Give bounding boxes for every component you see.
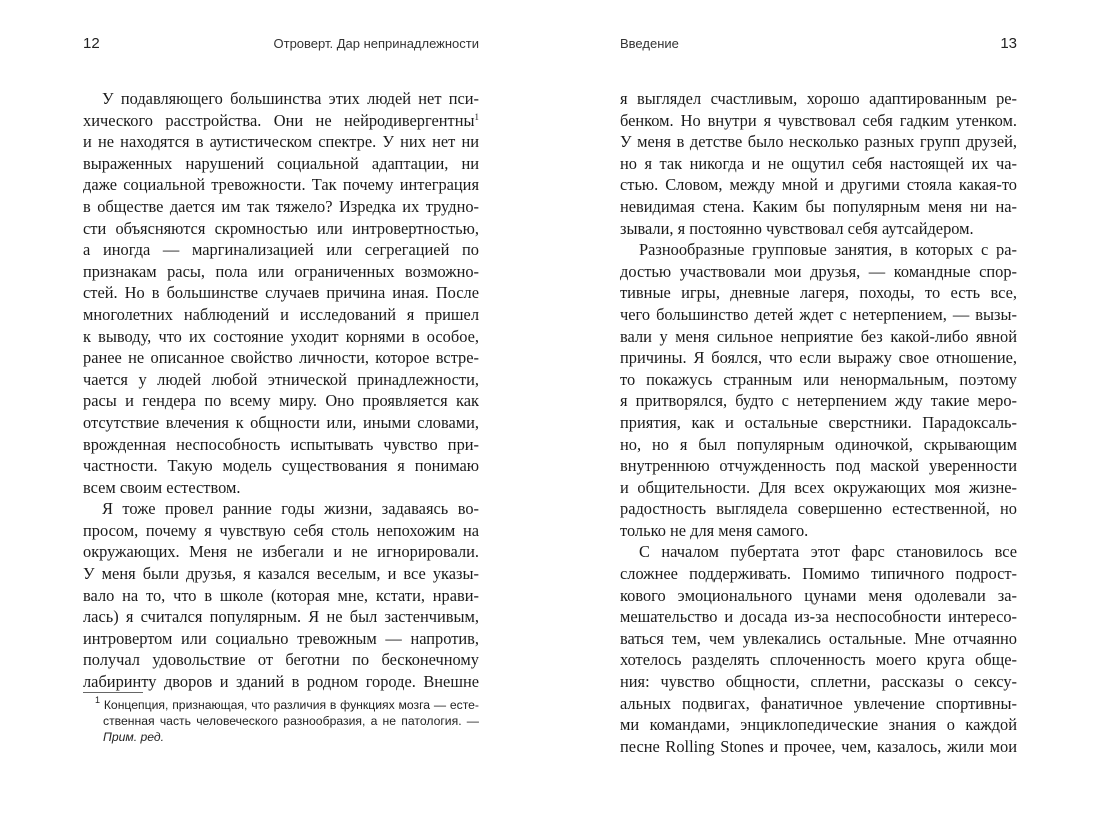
- text-line: чего большинство детей ждет с нетерпением, — вызы-: [620, 304, 1017, 324]
- text-line: а иногда — маргинализацией или сегрегацией по: [83, 240, 479, 260]
- text-line: зывали, я постоянно чувствовал себя аутсайдером.: [620, 218, 974, 238]
- text-line: просом, почему я чувствую себя столь непохожим на: [83, 520, 479, 540]
- text-line: то покажусь странным или ненормальным, поэтому: [620, 369, 1017, 389]
- text-line: я выглядел счастливым, хорошо адаптированным ре-: [620, 89, 1017, 108]
- page-number: 13: [1000, 35, 1017, 52]
- text-line: достью участвовали мои друзья, — командные спор-: [620, 261, 1017, 281]
- text-line: тивные игры, дневные лагеря, походы, то есть все,: [620, 283, 1017, 303]
- text-line: У меня в детстве было несколько разных групп друзей,: [620, 132, 1017, 152]
- text-line: в обществе дается им так тяжело? Изредка их трудно-: [83, 196, 479, 216]
- text-line: чается у людей любой этнической принадлежности,: [83, 369, 479, 389]
- text-line: бенком. Но внутри я чувствовал себя гадким утенком.: [620, 110, 1017, 130]
- text-line: С началом пубертата этот фарс становилось все: [639, 542, 1017, 562]
- text-line: Я тоже провел ранние годы жизни, задаваясь во-: [102, 499, 479, 519]
- text-line: всем своим естеством.: [83, 477, 241, 497]
- footnote-line: $^1$ Концепция, признающая, что различия в функциях мозга — есте-: [95, 695, 479, 712]
- text-line: но я так никогда и не ощутил себя настоящей их ча-: [620, 153, 1017, 173]
- text-line: ваться тем, чем увлекались остальные. Мне отчаянно: [620, 628, 1017, 648]
- text-line: окружающих. Меня не избегали и не игнорировали.: [83, 542, 479, 562]
- text-line: частности. Такую модель существования я понимаю: [83, 456, 479, 476]
- body-text: [620, 88, 1017, 757]
- text-line: врожденная неспособность испытывать чувство при-: [83, 434, 479, 454]
- text-line: невидимая стена. Каким бы популярным меня ни на-: [620, 196, 1017, 216]
- text-line: мешательство и досада из-за неспособности интересо-: [620, 607, 1017, 627]
- footnote-divider: [83, 692, 143, 693]
- text-line: радостность выглядела совершенно естественной, но: [620, 499, 1017, 519]
- footnote-ref: 1: [474, 111, 479, 122]
- text-line: расы и гендера по всему миру. Оно проявляется как: [83, 391, 479, 411]
- text-line: вали у меня сильное неприятие без какой-либо явной: [620, 326, 1017, 346]
- text-line: признакам расы, пола или ограниченных возможно-: [83, 261, 479, 281]
- text-line: лабиринту дворов и зданий в родном городе. Внешне: [83, 672, 479, 692]
- running-header: Отроверт. Дар непринадлежности: [273, 36, 479, 51]
- right-page: [550, 0, 1100, 825]
- text-line: получал удовольствие от беготни по бесконечному: [83, 650, 479, 670]
- page-number: 12: [83, 35, 100, 52]
- text-line: У подавляющего большинства этих людей нет пси-: [102, 89, 479, 108]
- text-line: Разнообразные групповые занятия, в которых с ра-: [639, 240, 1017, 260]
- text-line: ранее не описанное свойство личности, которое встре-: [83, 348, 479, 368]
- text-line: стей. Но в большинстве случаев причина иная. После: [83, 283, 479, 303]
- footnote-marker: 1: [95, 695, 101, 705]
- text-line: внутреннюю отчужденность под маской уверенности: [620, 456, 1017, 476]
- text-line: приятия, как и остальные сверстники. Парадоксаль-: [620, 412, 1017, 432]
- text-line: даже социальной тревожности. Так почему интеграция: [83, 175, 479, 195]
- body-text: [83, 88, 479, 693]
- footnote-line: ственная часть человеческого разнообразия, а не патология. —: [103, 714, 479, 728]
- running-header: Введение: [620, 36, 679, 51]
- footnote: [83, 697, 479, 745]
- text-line: ми командами, энциклопедические знания о каждой: [620, 715, 1017, 735]
- text-line: сложнее поддерживать. Помимо типичного подрост-: [620, 564, 1017, 584]
- text-line: я притворялся, будто с нетерпением жду такие меро-: [620, 391, 1017, 411]
- text-line: выраженных нарушений социальной адаптации, ни: [83, 153, 479, 173]
- text-line-with-footnote-ref: хического расстройства. Они не нейродивергентны$^1$: [83, 110, 479, 130]
- text-line: сти объясняются скромностью или интровертностью,: [83, 218, 479, 238]
- text-line: отсутствие влечения к общности или, иными словами,: [83, 412, 479, 432]
- text-line: ния: чувство общности, сплетни, рассказы о сексу-: [620, 672, 1017, 692]
- footnote-line: Прим. ред.: [103, 730, 165, 744]
- text-line: к выводу, что их состояние уходит корнями в особое,: [83, 326, 479, 346]
- text-line: только не для меня самого.: [620, 520, 809, 540]
- text-line: и не находятся в аутистическом спектре. У них нет ни: [83, 132, 479, 152]
- text-line: многолетних наблюдений и исследований я пришел: [83, 304, 479, 324]
- text-line: вало на то, что в школе (которая мне, кстати, нрави-: [83, 585, 479, 605]
- text-line: хотелось разделять сплоченность моего круга обще-: [620, 650, 1017, 670]
- text-line: причины. Я боялся, что если выражу свое отношение,: [620, 348, 1017, 368]
- text-line: песне Rolling Stones и прочее, чем, казалось, жили мои: [620, 736, 1017, 756]
- text-line: но, но я был популярным одиночкой, скрывающим: [620, 434, 1017, 454]
- text-line: У меня были друзья, я казался веселым, и все указы-: [83, 564, 479, 584]
- text-line: стью. Словом, между мной и другими стояла какая-то: [620, 175, 1017, 195]
- text-line: кового эмоционального цунами меня одолевали за-: [620, 585, 1017, 605]
- text-line: и общительности. Для всех окружающих моя жизне-: [620, 477, 1017, 497]
- text-line: альных подвигах, фанатичное увлечение спортивны-: [620, 693, 1017, 713]
- text-line: интровертом или социально тревожным — напротив,: [83, 628, 479, 648]
- text-line: лась) я считался популярным. Я не был застенчивым,: [83, 607, 479, 627]
